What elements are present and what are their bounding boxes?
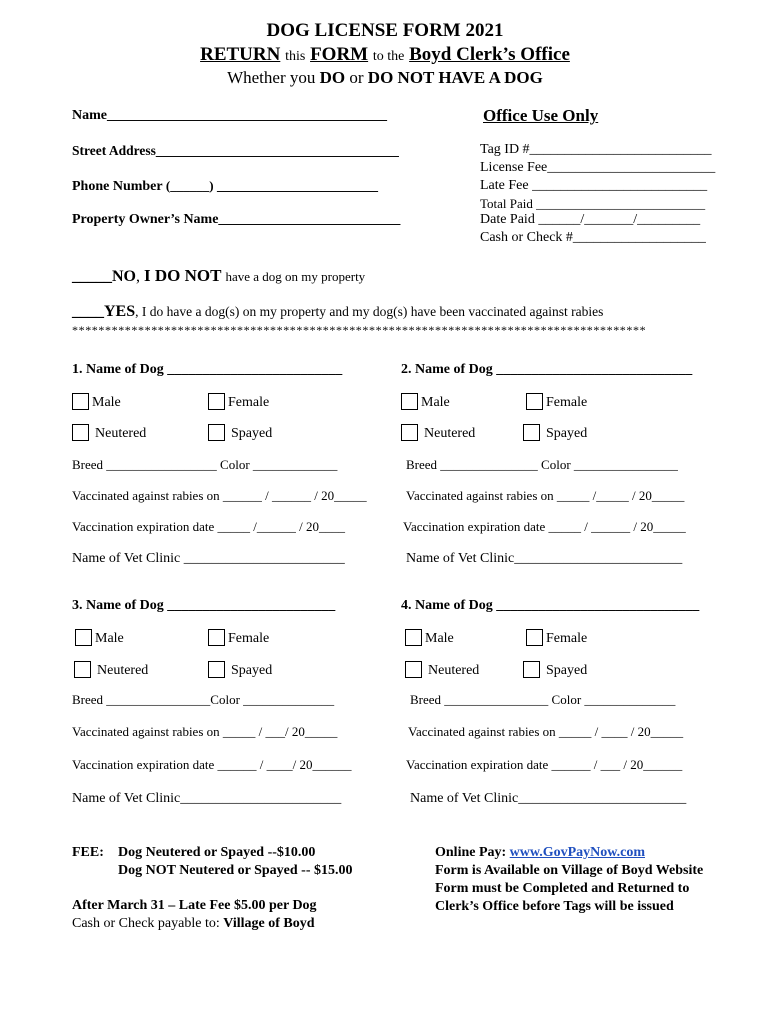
do-text: DO (319, 68, 346, 87)
dog4-male-checkbox[interactable] (405, 629, 422, 646)
dog3-female-label: Female (228, 631, 270, 646)
form-title: DOG LICENSE FORM 2021 (266, 20, 504, 41)
dog3-spayed-label: Spayed (231, 663, 273, 678)
dog3-neutered-checkbox[interactable] (74, 661, 91, 678)
yes-blank: ____YES (72, 303, 136, 320)
dog2-female-checkbox[interactable] (526, 393, 543, 410)
dog1-female-option[interactable] (208, 393, 269, 411)
dog4-spayed-option[interactable] (523, 661, 587, 679)
dog3-male-label: Male (95, 631, 124, 646)
no-dog-declaration[interactable] (72, 266, 365, 286)
name-field[interactable]: Name________________________________________ (72, 108, 387, 123)
phone-field[interactable] (72, 178, 378, 195)
dog1-male-option[interactable] (72, 393, 121, 411)
dog3-breed-color-field[interactable]: Breed ________________Color ______________ (72, 692, 335, 707)
fee-neutered: Dog Neutered or Spayed --$10.00 (118, 845, 316, 860)
do-not-text: DO NOT HAVE A DOG (367, 68, 543, 87)
property-owner-field[interactable]: Property Owner’s Name__________________________ (72, 212, 401, 227)
dog2-spayed-checkbox[interactable] (523, 424, 540, 441)
dog4-breed-color-field[interactable]: Breed ________________ Color ______________ (410, 692, 676, 707)
dog1-name-field[interactable]: 1. Name of Dog _________________________ (72, 362, 343, 377)
dog1-vaccinated-field[interactable]: Vaccinated against rabies on ______ / ______ / 20_____ (72, 488, 367, 503)
dog1-male-checkbox[interactable] (72, 393, 89, 410)
dog3-neutered-option[interactable] (74, 661, 148, 679)
dog1-female-checkbox[interactable] (208, 393, 225, 410)
late-fee-note: After March 31 – Late Fee $5.00 per Dog (72, 898, 317, 913)
dog2-female-label: Female (546, 395, 588, 410)
dog3-name-field[interactable]: 3. Name of Dog ________________________ (72, 598, 336, 613)
this-word: this (285, 49, 306, 64)
dog3-spayed-option[interactable] (208, 661, 272, 679)
dog3-female-option[interactable] (208, 629, 269, 647)
return-word: RETURN (200, 44, 281, 65)
dog2-neutered-label: Neutered (424, 426, 476, 441)
dog3-vet-field[interactable]: Name of Vet Clinic_______________________ (72, 791, 342, 806)
phone-line: _______________________ (217, 179, 379, 194)
phone-label: Phone Number (72, 179, 163, 194)
dog3-spayed-checkbox[interactable] (208, 661, 225, 678)
dog4-vet-field[interactable]: Name of Vet Clinic________________________ (410, 791, 687, 806)
dog2-vaccinated-field[interactable]: Vaccinated against rabies on _____ /_____ / 20_____ (406, 488, 685, 503)
dog2-name-field[interactable]: 2. Name of Dog ____________________________ (401, 362, 693, 377)
dog3-expiration-field[interactable]: Vaccination expiration date ______ / ____/ 20______ (72, 757, 352, 772)
late-fee-field[interactable]: Late Fee _________________________ (480, 178, 708, 193)
payable-line (72, 916, 315, 932)
online-note-2: Form must be Completed and Returned to (435, 881, 690, 896)
street-address-field[interactable]: Street Address____________________________________ (72, 143, 399, 158)
dog4-neutered-checkbox[interactable] (405, 661, 422, 678)
license-fee-field[interactable]: License Fee________________________ (480, 160, 716, 175)
dog2-vet-field[interactable]: Name of Vet Clinic________________________ (406, 551, 683, 566)
dog2-male-label: Male (421, 395, 450, 410)
dog1-male-label: Male (92, 395, 121, 410)
whether-text: Whether you (227, 68, 316, 87)
yes-dog-declaration[interactable] (72, 303, 603, 321)
date-paid-field[interactable]: Date Paid ______/_______/_________ (480, 212, 701, 227)
online-pay-label: Online Pay: (435, 845, 507, 860)
office-use-title: Office Use Only (483, 106, 599, 125)
dog3-neutered-label: Neutered (97, 663, 149, 678)
cash-check-field[interactable]: Cash or Check #___________________ (480, 230, 706, 245)
yes-rest-text: , I do have a dog(s) on my property and my dog(s) have been vaccinated against rabies (135, 304, 604, 319)
dog4-spayed-label: Spayed (546, 663, 588, 678)
fee-label: FEE: (72, 845, 104, 860)
dog4-neutered-label: Neutered (428, 663, 480, 678)
dog1-neutered-option[interactable] (72, 424, 146, 442)
dog2-female-option[interactable] (526, 393, 587, 411)
dog3-male-checkbox[interactable] (75, 629, 92, 646)
dog3-male-option[interactable] (75, 629, 124, 647)
office-name: Boyd Clerk’s Office (409, 44, 570, 65)
total-paid-field[interactable]: Total Paid __________________________ (480, 196, 706, 211)
online-note-3: Clerk’s Office before Tags will be issued (435, 899, 674, 914)
dog2-spayed-option[interactable] (523, 424, 587, 442)
dog2-neutered-checkbox[interactable] (401, 424, 418, 441)
dog1-breed-color-field[interactable]: Breed _________________ Color _____________ (72, 457, 338, 472)
dog4-name-field[interactable]: 4. Name of Dog _____________________________ (401, 598, 700, 613)
dog1-spayed-option[interactable] (208, 424, 272, 442)
no-blank: _____NO (72, 268, 136, 285)
dog4-female-checkbox[interactable] (526, 629, 543, 646)
dog1-expiration-field[interactable]: Vaccination expiration date _____ /______ / 20____ (72, 519, 345, 534)
whether-line (0, 68, 770, 88)
online-note-1: Form is Available on Village of Boyd Website (435, 863, 704, 878)
govpaynow-link[interactable]: www.GovPayNow.com (509, 845, 645, 860)
dog1-female-label: Female (228, 395, 270, 410)
dog1-vet-field[interactable]: Name of Vet Clinic _______________________ (72, 551, 345, 566)
dog4-female-option[interactable] (526, 629, 587, 647)
dog1-spayed-label: Spayed (231, 426, 273, 441)
payable-text: Cash or Check payable to: (72, 916, 220, 931)
dog4-neutered-option[interactable] (405, 661, 479, 679)
phone-area: (______) (165, 178, 214, 193)
dog4-male-option[interactable] (405, 629, 454, 647)
return-instruction (0, 44, 770, 66)
online-pay-line (435, 845, 645, 861)
dog4-spayed-checkbox[interactable] (523, 661, 540, 678)
dog2-male-option[interactable] (401, 393, 450, 411)
dog3-vaccinated-field[interactable]: Vaccinated against rabies on _____ / ___/ 20_____ (72, 724, 338, 739)
fee-not-neutered: Dog NOT Neutered or Spayed -- $15.00 (118, 863, 353, 878)
dog1-neutered-checkbox[interactable] (72, 424, 89, 441)
tag-id-field[interactable]: Tag ID #__________________________ (480, 142, 712, 157)
payee-name: Village of Boyd (223, 916, 315, 931)
dog4-male-label: Male (425, 631, 454, 646)
no-rest-text: have a dog on my property (225, 269, 366, 284)
dog4-expiration-field[interactable]: Vaccination expiration date ______ / ___ / 20______ (406, 757, 683, 772)
dog2-breed-color-field[interactable]: Breed _______________ Color ________________ (406, 457, 678, 472)
dog3-female-checkbox[interactable] (208, 629, 225, 646)
no-comma: , (136, 268, 140, 285)
to-the-words: to the (372, 49, 405, 64)
or-text: or (349, 68, 364, 87)
dog4-vaccinated-field[interactable]: Vaccinated against rabies on _____ / ____ / 20_____ (408, 724, 684, 739)
dog1-neutered-label: Neutered (95, 426, 147, 441)
dog2-neutered-option[interactable] (401, 424, 475, 442)
separator-stars: *************************************************************************************** (72, 323, 647, 337)
form-word: FORM (310, 44, 369, 65)
dog1-spayed-checkbox[interactable] (208, 424, 225, 441)
dog2-male-checkbox[interactable] (401, 393, 418, 410)
dog2-spayed-label: Spayed (546, 426, 588, 441)
dog4-female-label: Female (546, 631, 588, 646)
dog2-expiration-field[interactable]: Vaccination expiration date _____ / ______ / 20_____ (403, 519, 686, 534)
no-strong-text: I DO NOT (144, 266, 222, 285)
